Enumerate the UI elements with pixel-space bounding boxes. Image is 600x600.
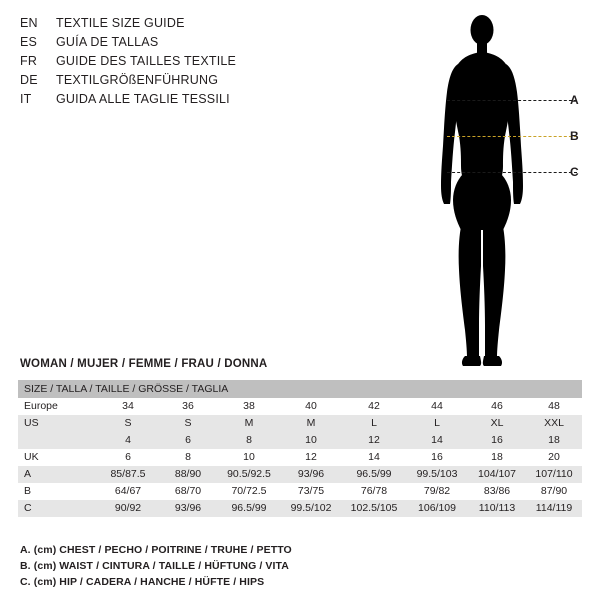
cell: 96.5/99 [218,500,280,517]
measurement-notes [20,542,580,590]
cell: 12 [342,432,406,449]
table-row [18,398,582,415]
measure-line-c [447,172,577,173]
cell: 99.5/102 [280,500,342,517]
measure-label-c: C [570,165,579,179]
language-code: ES [20,35,38,49]
table-row [18,432,582,449]
cell: 114/119 [526,500,582,517]
row-label: A [18,466,98,483]
cell: 8 [158,449,218,466]
row-label: UK [18,449,98,466]
cell: M [218,415,280,432]
cell: 20 [526,449,582,466]
cell: 85/87.5 [98,466,158,483]
row-label: B [18,483,98,500]
section-title-woman: WOMAN / MUJER / FEMME / FRAU / DONNA [20,358,268,370]
language-row-en [20,14,350,33]
measure-line-a [447,100,577,101]
cell: 70/72.5 [218,483,280,500]
language-title: GUIDE DES TAILLES TEXTILE [56,54,237,68]
table-header-row [18,380,582,398]
row-label: US [18,415,98,432]
cell: 68/70 [158,483,218,500]
cell: XXL [526,415,582,432]
cell: 106/109 [406,500,468,517]
language-title: GUÍA DE TALLAS [56,35,159,49]
language-row-fr [20,52,350,71]
cell: 110/113 [468,500,526,517]
measure-label-a: A [570,93,579,107]
cell: 14 [406,432,468,449]
language-row-es [20,33,350,52]
cell: 36 [158,398,218,415]
cell: 18 [468,449,526,466]
female-body-silhouette-icon [395,8,595,373]
cell: 6 [98,449,158,466]
cell: L [342,415,406,432]
cell: M [280,415,342,432]
measure-label-b: B [570,129,579,143]
row-label [18,432,98,449]
cell: 18 [526,432,582,449]
cell: 79/82 [406,483,468,500]
language-code: EN [20,16,38,30]
cell: 10 [280,432,342,449]
language-list [20,14,350,109]
table-header-label: SIZE / TALLA / TAILLE / GRÖSSE / TAGLIA [18,380,582,398]
cell: 107/110 [526,466,582,483]
row-label: C [18,500,98,517]
table-row [18,500,582,517]
measure-line-b [447,136,577,137]
cell: 42 [342,398,406,415]
language-title: TEXTILE SIZE GUIDE [56,16,185,30]
cell: 90.5/92.5 [218,466,280,483]
table-row [18,449,582,466]
cell: 104/107 [468,466,526,483]
cell: 83/86 [468,483,526,500]
cell: S [98,415,158,432]
cell: 93/96 [158,500,218,517]
row-label: Europe [18,398,98,415]
cell: 73/75 [280,483,342,500]
language-code: FR [20,54,38,68]
size-table-wrapper [18,380,582,517]
cell: XL [468,415,526,432]
cell: 12 [280,449,342,466]
body-figure-area [395,8,595,373]
language-row-it [20,90,350,109]
cell: 76/78 [342,483,406,500]
language-row-de [20,71,350,90]
cell: 90/92 [98,500,158,517]
table-row [18,483,582,500]
language-code: IT [20,92,32,106]
cell: 38 [218,398,280,415]
cell: L [406,415,468,432]
language-title: TEXTILGRÖßENFÜHRUNG [56,73,219,87]
cell: 87/90 [526,483,582,500]
cell: 96.5/99 [342,466,406,483]
cell: 48 [526,398,582,415]
cell: 64/67 [98,483,158,500]
language-code: DE [20,73,38,87]
table-row [18,466,582,483]
note-c: C. (cm) HIP / CADERA / HANCHE / HÜFTE / HIPS [20,576,265,588]
cell: 6 [158,432,218,449]
cell: 34 [98,398,158,415]
size-table [18,380,582,517]
cell: 14 [342,449,406,466]
cell: S [158,415,218,432]
cell: 93/96 [280,466,342,483]
cell: 8 [218,432,280,449]
cell: 16 [406,449,468,466]
table-row [18,415,582,432]
cell: 46 [468,398,526,415]
cell: 44 [406,398,468,415]
note-a: A. (cm) CHEST / PECHO / POITRINE / TRUHE / PETTO [20,544,292,556]
cell: 10 [218,449,280,466]
note-b: B. (cm) WAIST / CINTURA / TAILLE / HÜFTUNG / VITA [20,560,289,572]
cell: 4 [98,432,158,449]
language-title: GUIDA ALLE TAGLIE TESSILI [56,92,230,106]
cell: 88/90 [158,466,218,483]
cell: 99.5/103 [406,466,468,483]
cell: 102.5/105 [342,500,406,517]
cell: 16 [468,432,526,449]
cell: 40 [280,398,342,415]
